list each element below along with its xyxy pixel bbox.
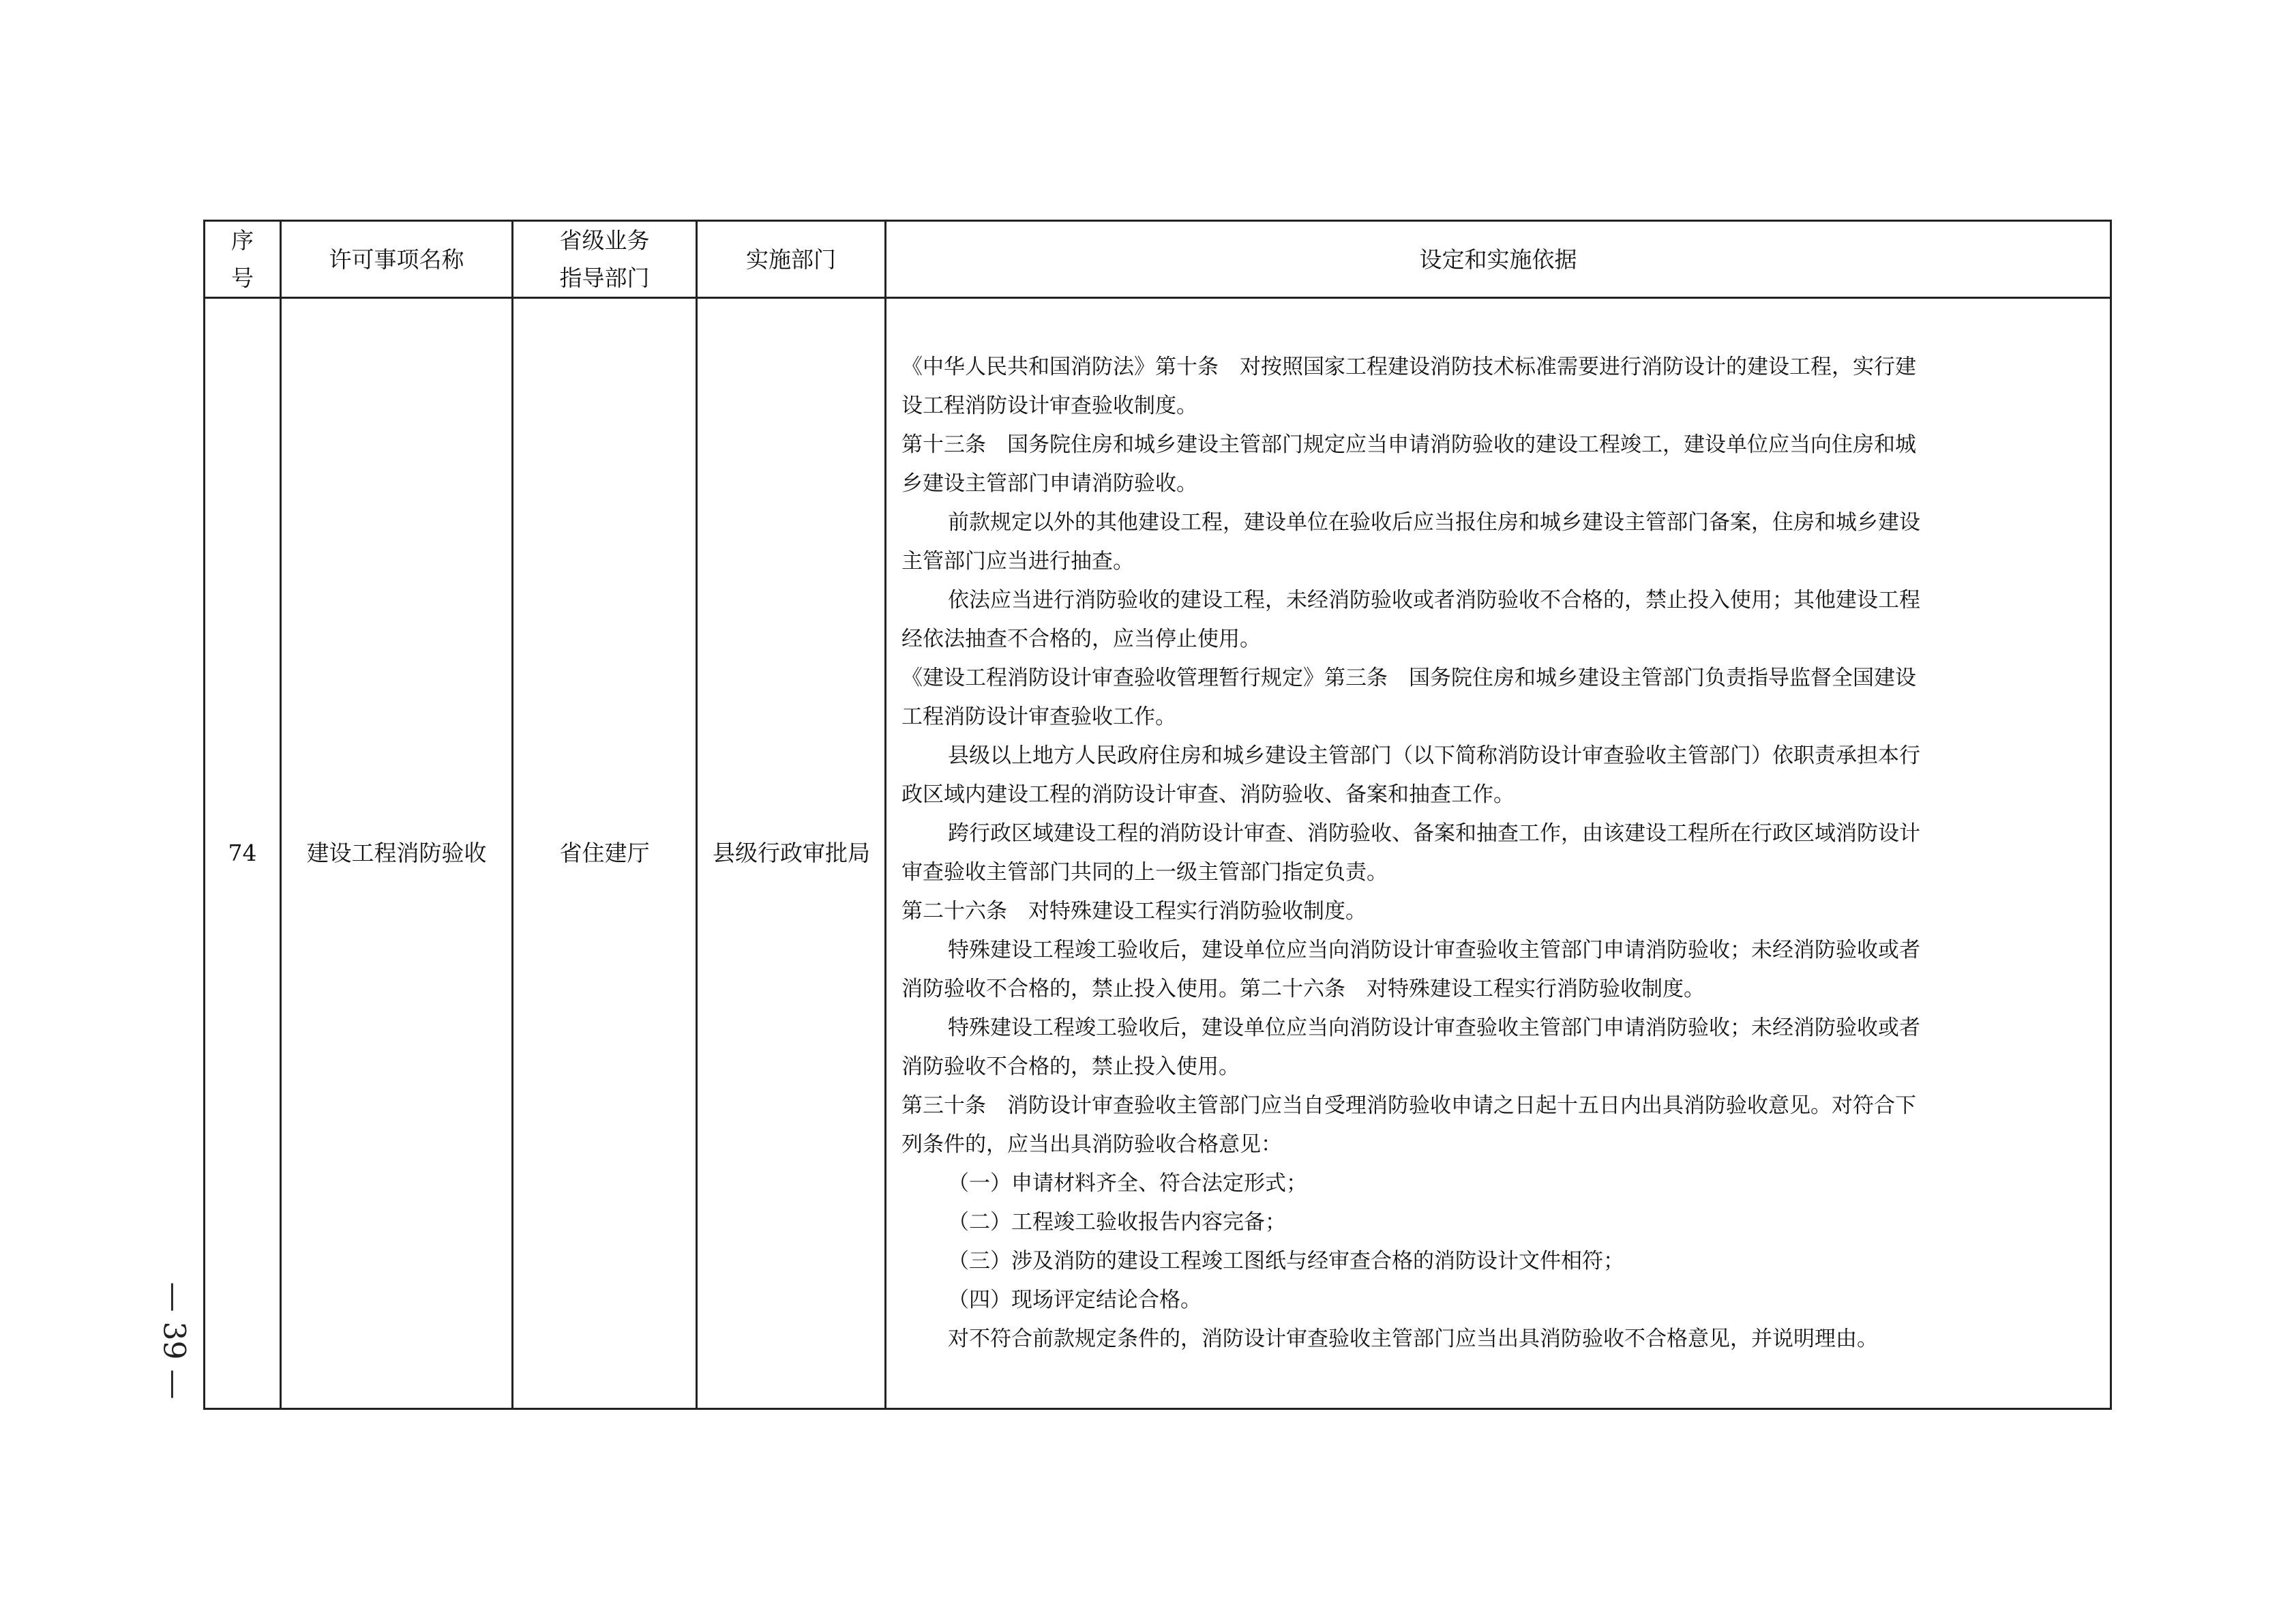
basis-line: 第二十六条 对特殊建设工程实行消防验收制度。: [901, 899, 1367, 924]
impl-dept-text: 县级行政审批局: [713, 840, 870, 866]
basis-text-block: [901, 348, 2096, 1359]
basis-line: 消防验收不合格的，禁止投入使用。第二十六条 对特殊建设工程实行消防验收制度。: [901, 977, 1705, 1001]
basis-line: 县级以上地方人民政府住房和城乡建设主管部门（以下简称消防设计审查验收主管部门）依职责承担本行: [948, 743, 1920, 768]
basis-line: 政区域内建设工程的消防设计审查、消防验收、备案和抽查工作。: [901, 782, 1515, 807]
basis-line: 设工程消防设计审查验收制度。: [901, 394, 1197, 418]
basis-line: （四）现场评定结论合格。: [948, 1288, 1202, 1312]
page-number-text: — 39 —: [156, 1282, 192, 1399]
permit-table: [203, 220, 2112, 1410]
basis-line: 《中华人民共和国消防法》第十条 对按照国家工程建设消防技术标准需要进行消防设计的建设工程，实行建: [901, 355, 1916, 379]
basis-line: 《建设工程消防设计审查验收管理暂行规定》第三条 国务院住房和城乡建设主管部门负责指导监督全国建设: [901, 666, 1916, 690]
header-index: 序号: [205, 221, 281, 298]
basis-line: 特殊建设工程竣工验收后，建设单位应当向消防设计审查验收主管部门申请消防验收；未经消防验收或者: [948, 1016, 1920, 1040]
basis-line: （二）工程竣工验收报告内容完备；: [948, 1210, 1286, 1235]
basis-line: 第三十条 消防设计审查验收主管部门应当自受理消防验收申请之日起十五日内出具消防验收意见。对符合下: [901, 1093, 1916, 1118]
header-guide-dept: 省级业务指导部门: [513, 221, 697, 298]
header-impl-dept: 实施部门: [697, 221, 886, 298]
table-row: [205, 298, 2111, 1409]
row-permit-name: 建设工程消防验收: [281, 298, 513, 1409]
basis-line: （一）申请材料齐全、符合法定形式；: [948, 1171, 1307, 1196]
basis-line: （三）涉及消防的建设工程竣工图纸与经审查合格的消防设计文件相符；: [948, 1249, 1624, 1273]
basis-line: 列条件的，应当出具消防验收合格意见：: [901, 1132, 1282, 1157]
basis-line: 依法应当进行消防验收的建设工程，未经消防验收或者消防验收不合格的，禁止投入使用；其他建设工程: [948, 588, 1920, 612]
basis-line: 第十三条 国务院住房和城乡建设主管部门规定应当申请消防验收的建设工程竣工，建设单位应当向住房和城: [901, 432, 1916, 457]
header-basis: 设定和实施依据: [886, 221, 2111, 298]
basis-line: 跨行政区域建设工程的消防设计审查、消防验收、备案和抽查工作，由该建设工程所在行政区域消防设计: [948, 821, 1920, 846]
basis-line: 经依法抽查不合格的，应当停止使用。: [901, 627, 1261, 651]
basis-line: 消防验收不合格的，禁止投入使用。: [901, 1054, 1240, 1079]
basis-line: 前款规定以外的其他建设工程，建设单位在验收后应当报住房和城乡建设主管部门备案，住房和城乡建设: [948, 510, 1920, 535]
basis-line: 主管部门应当进行抽查。: [901, 549, 1134, 574]
row-guide-dept: 省住建厅: [513, 298, 697, 1409]
row-impl-dept: [697, 298, 886, 1409]
basis-line: 对不符合前款规定条件的，消防设计审查验收主管部门应当出具消防验收不合格意见，并说明理由。: [948, 1327, 1878, 1351]
basis-line: 乡建设主管部门申请消防验收。: [901, 471, 1197, 496]
basis-line: 审查验收主管部门共同的上一级主管部门指定负责。: [901, 860, 1388, 885]
row-basis: [886, 298, 2111, 1409]
row-index: 74: [205, 298, 281, 1409]
basis-line: 工程消防设计审查验收工作。: [901, 705, 1176, 729]
table-header-row: [205, 221, 2111, 298]
header-permit-name: 许可事项名称: [281, 221, 513, 298]
basis-line: 特殊建设工程竣工验收后，建设单位应当向消防设计审查验收主管部门申请消防验收；未经消防验收或者: [948, 938, 1920, 962]
page-number: [153, 1255, 194, 1426]
